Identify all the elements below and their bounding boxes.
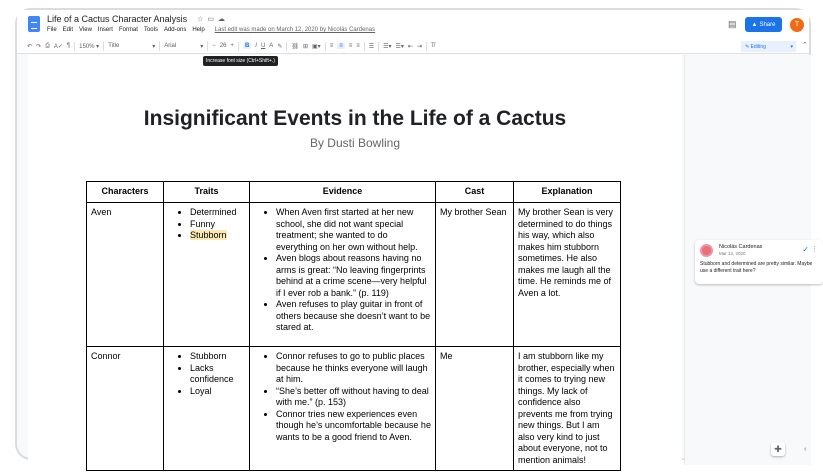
cell-evidence bbox=[250, 203, 436, 347]
trait-item: • Lacks confidence bbox=[190, 363, 245, 386]
decrease-indent-icon[interactable]: ⇤ bbox=[407, 43, 413, 50]
editing-mode-select[interactable]: ✎ Editing ▾ bbox=[741, 41, 796, 52]
evidence-item: • “She’s better off without having to deal with me.” (p. 153) bbox=[276, 386, 431, 409]
document-subtitle: By Dusti Bowling bbox=[309, 136, 401, 150]
comment-icon[interactable]: ⊞ bbox=[302, 43, 308, 50]
header-traits: Traits bbox=[164, 182, 250, 203]
underline-icon[interactable]: U bbox=[260, 43, 266, 49]
numbered-list-icon[interactable]: ☰▾ bbox=[383, 43, 392, 50]
trait-item: • Funny bbox=[190, 219, 245, 231]
docs-logo-icon[interactable] bbox=[28, 16, 40, 32]
header-evidence: Evidence bbox=[250, 182, 436, 203]
evidence-item: • Connor refuses to go to public places because he thinks everyone will laugh at him. bbox=[276, 351, 431, 386]
print-icon[interactable]: ⎙ bbox=[45, 42, 50, 49]
bold-icon[interactable]: B bbox=[244, 43, 250, 49]
style-select[interactable]: Title bbox=[108, 43, 120, 49]
redo-icon[interactable]: ↷ bbox=[36, 43, 42, 50]
cell-cast: My brother Sean bbox=[436, 203, 514, 347]
justify-icon[interactable]: ≡ bbox=[356, 43, 360, 49]
avatar[interactable]: T bbox=[790, 18, 804, 32]
title-row bbox=[47, 14, 229, 24]
trait-item: • Loyal bbox=[190, 386, 245, 398]
toolbar: ↶ ↷ ⎙ A✓ ¶ 150% ▾ Title ▾ Arial ▾ − 26 + B I U A ✎ ⛓ ⊞ ▣▾ ≡ ≡ ≡ ≡ ☰ ☰▾ ☰▾ ⇤ ⇥ T̸ bbox=[17, 39, 717, 54]
tooltip: Increase font size (Ctrl+Shift+.) bbox=[203, 56, 278, 66]
text-color-icon[interactable]: A bbox=[269, 43, 274, 49]
trait-item: • Determined bbox=[190, 207, 245, 219]
app-window bbox=[15, 8, 818, 465]
header bbox=[17, 10, 809, 39]
font-select[interactable]: Arial bbox=[164, 43, 177, 49]
highlight-icon[interactable]: ✎ bbox=[277, 43, 283, 50]
commenter-avatar bbox=[700, 244, 713, 257]
commented-text[interactable]: Stubborn bbox=[190, 230, 227, 240]
cell-evidence bbox=[250, 347, 436, 471]
document-heading: Insignificant Events in the Life of a Cactus bbox=[143, 107, 567, 130]
table-header-row bbox=[87, 182, 621, 203]
increase-font-icon[interactable]: + bbox=[230, 43, 234, 49]
comment-author: Nicolás Cardenas bbox=[719, 244, 763, 250]
link-icon[interactable]: ⛓ bbox=[291, 43, 299, 50]
font-size-input[interactable]: 26 bbox=[219, 43, 227, 49]
menu-file[interactable]: File bbox=[47, 27, 57, 33]
align-left-icon[interactable]: ≡ bbox=[329, 43, 334, 49]
bulleted-list-icon[interactable]: ☰▾ bbox=[395, 43, 404, 50]
undo-icon[interactable]: ↶ bbox=[27, 43, 33, 50]
zoom-select[interactable]: 150% ▾ bbox=[79, 43, 100, 50]
side-panel-toggle-icon[interactable]: ‹ bbox=[804, 446, 807, 453]
header-characters: Characters bbox=[87, 182, 164, 203]
paint-format-icon[interactable]: ¶ bbox=[66, 43, 71, 49]
trait-item: • Stubborn bbox=[190, 351, 245, 363]
comment-card[interactable] bbox=[695, 240, 823, 284]
cell-explanation: My brother Sean is very determined to do things his way, which also makes him stubborn sometimes. He also makes me laugh all the time. He reminds me of Aven a lot. bbox=[514, 203, 621, 347]
document-page[interactable] bbox=[28, 55, 682, 475]
cell-character: Aven bbox=[87, 203, 164, 347]
menu-edit[interactable]: Edit bbox=[62, 27, 74, 33]
explore-icon[interactable]: ✚ bbox=[771, 442, 785, 456]
line-spacing-icon[interactable]: ☰ bbox=[368, 43, 375, 50]
share-label: Share bbox=[759, 21, 776, 28]
evidence-item: • When Aven first started at her new school, she did not want special treatment; she wanted to do everything on her own without help. bbox=[276, 207, 431, 253]
menu-help[interactable]: Help bbox=[192, 27, 205, 33]
comment-date: Mar 12, 2020 bbox=[719, 251, 746, 256]
last-edit-link[interactable]: Last edit was made on March 12, 2020 by Nicolás Cardenas bbox=[214, 27, 376, 33]
align-center-icon[interactable]: ≡ bbox=[339, 43, 343, 49]
share-button[interactable] bbox=[745, 17, 782, 32]
cell-traits bbox=[164, 347, 250, 471]
decrease-font-icon[interactable]: − bbox=[212, 43, 216, 49]
comment-text: Stubborn and determined are pretty similar. Maybe use a different trait here? bbox=[700, 261, 813, 274]
cell-traits bbox=[164, 203, 250, 347]
table-row bbox=[87, 347, 621, 471]
star-folder-cloud-icons[interactable]: ☆▭☁ bbox=[197, 16, 229, 23]
clear-formatting-icon[interactable]: T̸ bbox=[430, 43, 435, 49]
comment-history-icon[interactable]: ▤ bbox=[728, 19, 737, 29]
table-row bbox=[87, 203, 621, 347]
doc-title-field[interactable]: Life of a Cactus Character Analysis bbox=[47, 14, 188, 24]
italic-icon[interactable]: I bbox=[255, 43, 257, 49]
evidence-item: • Aven refuses to play guitar in front of others because she doesn’t want to be stared at. bbox=[276, 299, 431, 334]
character-table bbox=[86, 181, 621, 471]
menu-bar bbox=[47, 27, 375, 33]
cell-explanation: I am stubborn like my brother, especially when it comes to trying new things. My lack of confidence also prevents me from trying new things. But I am also very kind to just about everyone, not to mention animals! bbox=[514, 347, 621, 471]
lock-icon: ▲ bbox=[751, 21, 758, 28]
menu-insert[interactable]: Insert bbox=[97, 27, 113, 33]
menu-format[interactable]: Format bbox=[118, 27, 138, 33]
cell-character: Connor bbox=[87, 347, 164, 471]
more-options-icon[interactable]: ⋮ bbox=[811, 246, 818, 253]
evidence-item: • Connor tries new experiences even though he’s uncomfortable because he wants to be a good friend to Aven. bbox=[276, 409, 431, 444]
align-right-icon[interactable]: ≡ bbox=[348, 43, 353, 49]
header-cast: Cast bbox=[436, 182, 514, 203]
menu-tools[interactable]: Tools bbox=[143, 27, 158, 33]
image-icon[interactable]: ▣▾ bbox=[312, 43, 321, 50]
increase-indent-icon[interactable]: ⇥ bbox=[416, 43, 422, 50]
menu-addons[interactable]: Add-ons bbox=[163, 27, 187, 33]
collapse-menu-icon[interactable]: ⌃ bbox=[802, 42, 808, 49]
menu-view[interactable]: View bbox=[79, 27, 92, 33]
resolve-check-icon[interactable]: ✓ bbox=[802, 245, 809, 254]
spellcheck-icon[interactable]: A✓ bbox=[53, 43, 63, 50]
trait-item bbox=[190, 230, 245, 242]
cell-cast: Me bbox=[436, 347, 514, 471]
header-explanation: Explanation bbox=[514, 182, 621, 203]
evidence-item: • Aven blogs about reasons having no arms is great: “No leaving fingerprints behind at a crime scene—very helpful if I ever rob a bank.” (p. 119) bbox=[276, 253, 431, 299]
